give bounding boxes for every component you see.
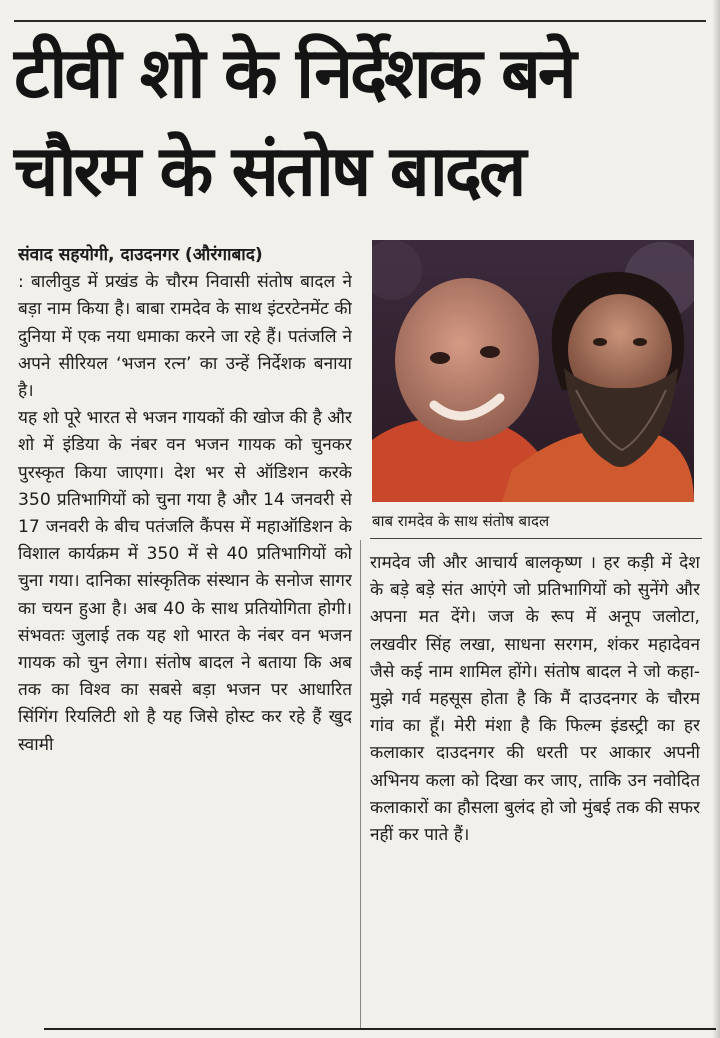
page-edge-shadow <box>712 0 720 1038</box>
caption-rule <box>370 538 702 539</box>
article-lead-paragraph <box>18 242 352 405</box>
top-rule <box>14 20 706 22</box>
article-right-column <box>370 550 700 1028</box>
photo-illustration <box>372 240 694 502</box>
bottom-rule <box>44 1028 716 1030</box>
column-divider <box>360 540 361 1028</box>
article-lead-text: : बालीवुड में प्रखंड के चौरम निवासी संतोष बादल ने बड़ा नाम किया है। बाबा रामदेव के साथ इंटरटेनमेंट की दुनिया में एक नया धमाका करने जा रहे हैं। पतंजलि ने अपने सीरियल ‘भजन रत्न’ का उन्हें निर्देशक बनाया है। <box>18 272 352 402</box>
headline <box>14 24 714 220</box>
article-photo <box>372 240 694 502</box>
headline-line-1: टीवी शो के निर्देशक बने <box>14 32 574 114</box>
article-left-column <box>18 242 352 1028</box>
headline-line-2: चौरम के संतोष बादल <box>14 130 524 212</box>
byline: संवाद सहयोगी, दाउदनगर (औरंगाबाद) <box>18 245 263 265</box>
article-paragraph-2: यह शो पूरे भारत से भजन गायकों की खोज की है और शो में इंडिया के नंबर वन भजन गायक को चुनकर पुरस्कृत किया जाएगा। देश भर से ऑडिशन करके 350 प्रतिभागियों को चुना गया है और 14 जनवरी से 17 जनवरी के बीच पतंजलि कैंपस में महाऑडिशन के विशाल कार्यक्रम में 350 में से 40 प्रतिभागियों को चुना गया। दानिका सांस्कृतिक संस्थान के सनोज सागर का चयन हुआ है। अब 40 के साथ प्रतियोगिता होगी। संभवतः जुलाई तक यह शो भारत के नंबर वन भजन गायक को चुन लेगा। संतोष बादल ने बताया कि अब तक का विश्व का सबसे बड़ा भजन पर आधारित सिंगिंग रियलिटी शो है यह जिसे होस्ट कर रहे हैं खुद स्वामी <box>18 408 352 755</box>
photo-caption: बाब रामदेव के साथ संतोष बादल <box>372 512 550 530</box>
article-right-paragraph: रामदेव जी और आचार्य बालकृष्ण । हर कड़ी में देश के बड़े बड़े संत आएंगे जो प्रतिभागियों को सुनेंगे और अपना मत देंगे। जज के रूप में अनूप जलोटा, लखवीर सिंह लखा, साधना सरगम, शंकर महादेवन जैसे कई नाम शामिल होंगे। संतोष बादल ने जो कहा- मुझे गर्व महसूस होता है कि मैं दाउदनगर के चौरम गांव का हूँ। मेरी मंशा है कि फिल्म इंडस्ट्री का हर कलाकार दाउदनगर की धरती पर आकार अपनी अभिनय कला को दिखा कर जाए, ताकि उन नवोदित कलाकारों का हौसला बुलंद हो जो मुंबई तक की सफर नहीं कर पाते हैं। <box>370 553 700 846</box>
